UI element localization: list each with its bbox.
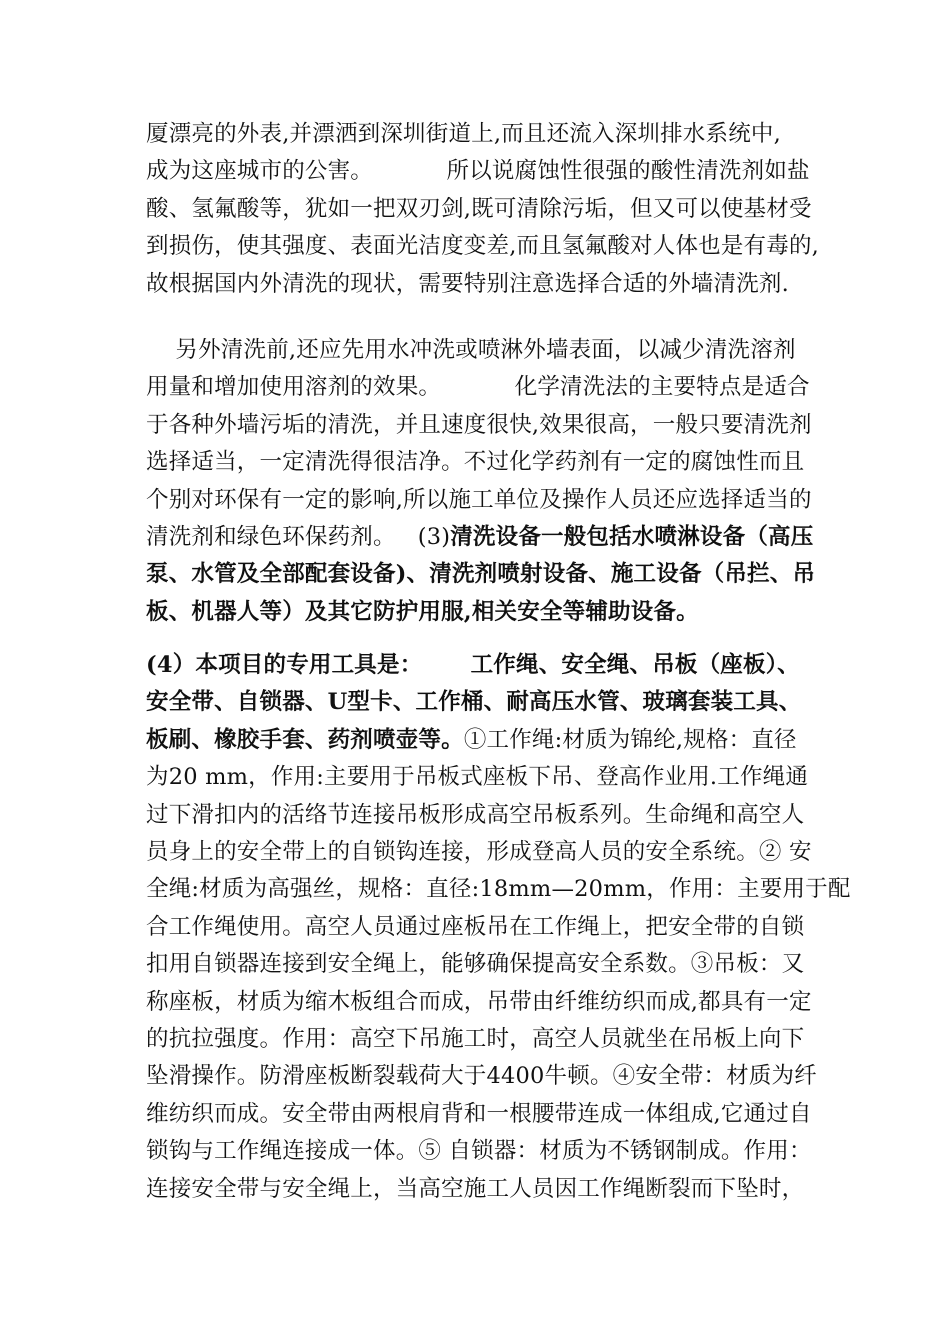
text-line (146, 837, 812, 867)
text-run: 个别对环保有一定的影响,所以施工单位及操作人员还应选择适当的 (146, 486, 812, 513)
text-line (146, 194, 812, 224)
text-run: 于各种外墙污垢的清洗，并且速度很快,效果很高，一般只要清洗剂 (146, 411, 812, 438)
text-run: 员身上的安全带上的自锁钩连接，形成登高人员的安全系统。② 安 (146, 839, 812, 865)
text-line (146, 1061, 817, 1091)
text-line (146, 335, 796, 365)
text-run: 的抗拉强度。作用：高空下吊施工时，高空人员就坐在吊板上向下 (146, 1026, 805, 1052)
text-line (146, 1174, 804, 1204)
text-line (146, 559, 815, 589)
text-line (146, 119, 781, 149)
text-run: 用量和增加使用溶剂的效果。 化学清洗法的主要特点是适合 (146, 374, 810, 401)
text-line (146, 949, 804, 979)
text-line (146, 447, 804, 477)
text-line (146, 269, 789, 299)
text-line (146, 372, 810, 402)
text-line (146, 1136, 812, 1166)
text-line (146, 800, 804, 830)
text-line (146, 485, 812, 515)
bold-text-run: 清洗设备一般包括水喷淋设备（高压 (450, 524, 814, 550)
text-run: 清洗剂和绿色环保药剂。 (3) (146, 524, 451, 550)
text-run: 过下滑扣内的活络节连接吊板形成高空吊板系列。生命绳和高空人 (146, 801, 805, 828)
text-run: 称座板，材质为缩木板组合而成，吊带由纤维纺织而成,都具有一定 (146, 988, 812, 1015)
text-run: 故根据国内外清洗的现状，需要特别注意选择合适的外墙清洗剂. (146, 270, 789, 297)
text-run: 扣用自锁器连接到安全绳上，能够确保提高安全系数。③吊板：又 (146, 951, 805, 978)
text-line (146, 987, 812, 1017)
text-line (146, 410, 812, 440)
text-line (146, 874, 851, 904)
text-line (146, 687, 801, 717)
text-run: ①工作绳:材质为锦纶,规格：直径 (463, 726, 797, 753)
text-line (146, 725, 797, 755)
text-line (146, 1099, 812, 1129)
bold-text-run: (4）本项目的专用工具是： 工作绳、安全绳、吊板（座板）、 (146, 652, 800, 678)
bold-text-run: 泵、水管及全部配套设备)、清洗剂喷射设备、施工设备（吊拦、吊 (146, 561, 816, 588)
text-line (146, 156, 810, 186)
text-run: 坠滑操作。防滑座板断裂载荷大于4400牛顿。④安全带：材质为纤 (146, 1063, 817, 1090)
text-run: 另外清洗前,还应先用水冲洗或喷淋外墙表面，以减少清洗溶剂 (146, 337, 796, 363)
bold-text-run: 安全带、自锁器、U型卡、工作桶、耐高压水管、玻璃套装工具、 (146, 689, 802, 716)
text-line (146, 1024, 804, 1054)
text-line (146, 912, 804, 942)
bold-text-run: 板刷、橡胶手套、药剂喷壶等。 (146, 726, 464, 753)
text-run: 全绳:材质为高强丝，规格：直径:18mm—20mm，作用：主要用于配 (146, 876, 851, 903)
text-run: 锁钩与工作绳连接成一体。⑤ 自锁器：材质为不锈钢制成。作用： (146, 1138, 812, 1165)
text-line (146, 597, 699, 627)
text-run: 合工作绳使用。高空人员通过座板吊在工作绳上，把安全带的自锁 (146, 913, 805, 940)
text-run: 厦漂亮的外表,并漂洒到深圳街道上,而且还流入深圳排水系统中, (146, 121, 781, 147)
text-line (146, 231, 819, 261)
text-run: 选择适当，一定清洗得很洁净。不过化学药剂有一定的腐蚀性而且 (146, 449, 805, 476)
text-run: 为20 mm，作用:主要用于吊板式座板下吊、登高作业用.工作绳通 (146, 764, 809, 791)
bold-text-run: 板、机器人等）及其它防护用服,相关安全等辅助设备。 (146, 598, 699, 625)
text-line (146, 650, 800, 680)
text-line (146, 522, 813, 552)
text-run: 成为这座城市的公害。 所以说腐蚀性很强的酸性清洗剂如盐 (146, 158, 810, 185)
text-run: 酸、氢氟酸等，犹如一把双刃剑,既可清除污垢，但又可以使基材受 (146, 195, 812, 222)
text-run: 维纺织而成。安全带由两根肩背和一根腰带连成一体组成,它通过自 (146, 1100, 812, 1127)
text-run: 连接安全带与安全绳上，当高空施工人员因工作绳断裂而下坠时， (146, 1175, 805, 1202)
text-line (146, 762, 808, 792)
text-run: 到损伤，使其强度、表面光洁度变差,而且氢氟酸对人体也是有毒的, (146, 233, 820, 260)
